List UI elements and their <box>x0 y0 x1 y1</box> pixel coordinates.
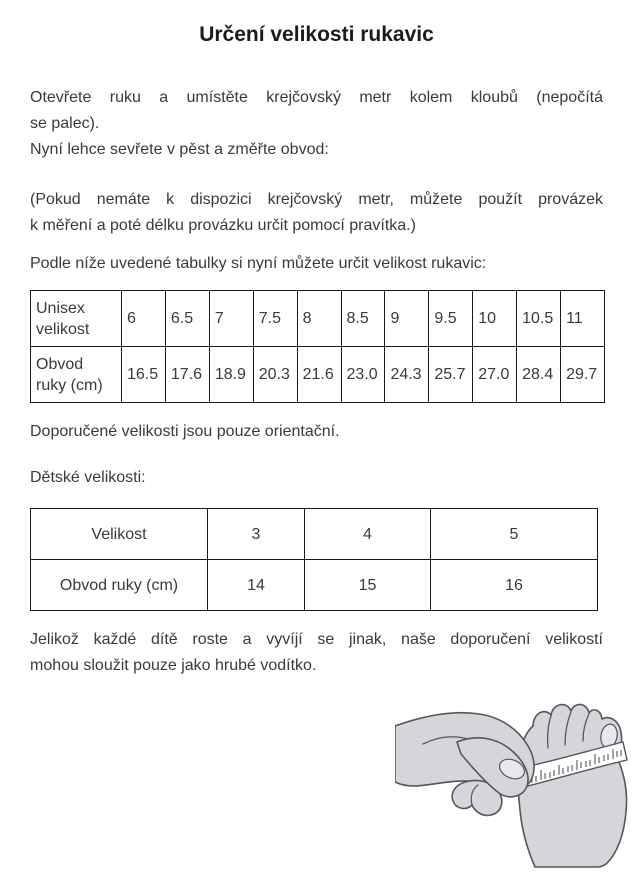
size-cell: 9 <box>385 291 429 347</box>
size-cell: 8 <box>297 291 341 347</box>
kids-circumference-cell: 14 <box>208 560 305 611</box>
circumference-row-label: Obvod ruky (cm) <box>31 347 122 403</box>
kids-sizes-heading: Dětské velikosti: <box>30 469 146 486</box>
kids-size-table <box>30 508 598 611</box>
table-row-kids-circumference <box>31 560 598 611</box>
size-cell: 8.5 <box>341 291 385 347</box>
kids-size-cell: 5 <box>431 509 598 560</box>
note-line-2: k měření a poté délku provázku určit pomocí pravítka.) <box>30 217 416 234</box>
kids-note-paragraph <box>30 627 603 679</box>
circumference-cell: 27.0 <box>473 347 517 403</box>
string-note-paragraph <box>30 187 603 239</box>
size-row-label: Unisex velikost <box>31 291 122 347</box>
size-cell: 6.5 <box>165 291 209 347</box>
size-cell: 10 <box>473 291 517 347</box>
size-cell: 7.5 <box>253 291 297 347</box>
kids-size-row-label: Velikost <box>31 509 208 560</box>
circumference-cell: 23.0 <box>341 347 385 403</box>
kids-circumference-cell: 15 <box>305 560 431 611</box>
kids-circumference-row-label: Obvod ruky (cm) <box>31 560 208 611</box>
table-intro-text: Podle níže uvedené tabulky si nyní můžete určit velikost rukavic: <box>30 255 487 272</box>
kids-note-line-1: Jelikož každé dítě roste a vyvíjí se jinak, naše doporučení velikostí <box>30 631 603 648</box>
note-line-1: (Pokud nemáte k dispozici krejčovský metr, můžete použít provázek <box>30 191 603 208</box>
kids-size-cell: 4 <box>305 509 431 560</box>
size-cell: 10.5 <box>517 291 561 347</box>
table-row-sizes <box>31 291 605 347</box>
circumference-cell: 25.7 <box>429 347 473 403</box>
kids-note-line-2: mohou sloužit pouze jako hrubé vodítko. <box>30 657 317 674</box>
intro-line-1: Otevřete ruku a umístěte krejčovský metr kolem kloubů (nepočítá <box>30 89 603 106</box>
circumference-cell: 18.9 <box>209 347 253 403</box>
size-cell: 11 <box>561 291 605 347</box>
intro-paragraph <box>30 85 603 163</box>
circumference-cell: 29.7 <box>561 347 605 403</box>
circumference-cell: 16.5 <box>122 347 166 403</box>
page-title: Určení velikosti rukavic <box>199 23 434 46</box>
circumference-cell: 28.4 <box>517 347 561 403</box>
table-row-circumference <box>31 347 605 403</box>
table-row-kids-sizes <box>31 509 598 560</box>
size-cell: 9.5 <box>429 291 473 347</box>
size-cell: 7 <box>209 291 253 347</box>
disclaimer-text: Doporučené velikosti jsou pouze orientační. <box>30 423 340 440</box>
kids-size-cell: 3 <box>208 509 305 560</box>
circumference-cell: 24.3 <box>385 347 429 403</box>
hand-tape-measure-illustration <box>395 694 631 870</box>
circumference-cell: 20.3 <box>253 347 297 403</box>
circumference-cell: 17.6 <box>165 347 209 403</box>
document-page <box>0 22 633 873</box>
unisex-size-table <box>30 290 605 403</box>
circumference-cell: 21.6 <box>297 347 341 403</box>
size-cell: 6 <box>122 291 166 347</box>
kids-circumference-cell: 16 <box>431 560 598 611</box>
intro-line-2: se palec). <box>30 115 100 132</box>
intro-line-3: Nyní lehce sevřete v pěst a změřte obvod: <box>30 141 329 158</box>
